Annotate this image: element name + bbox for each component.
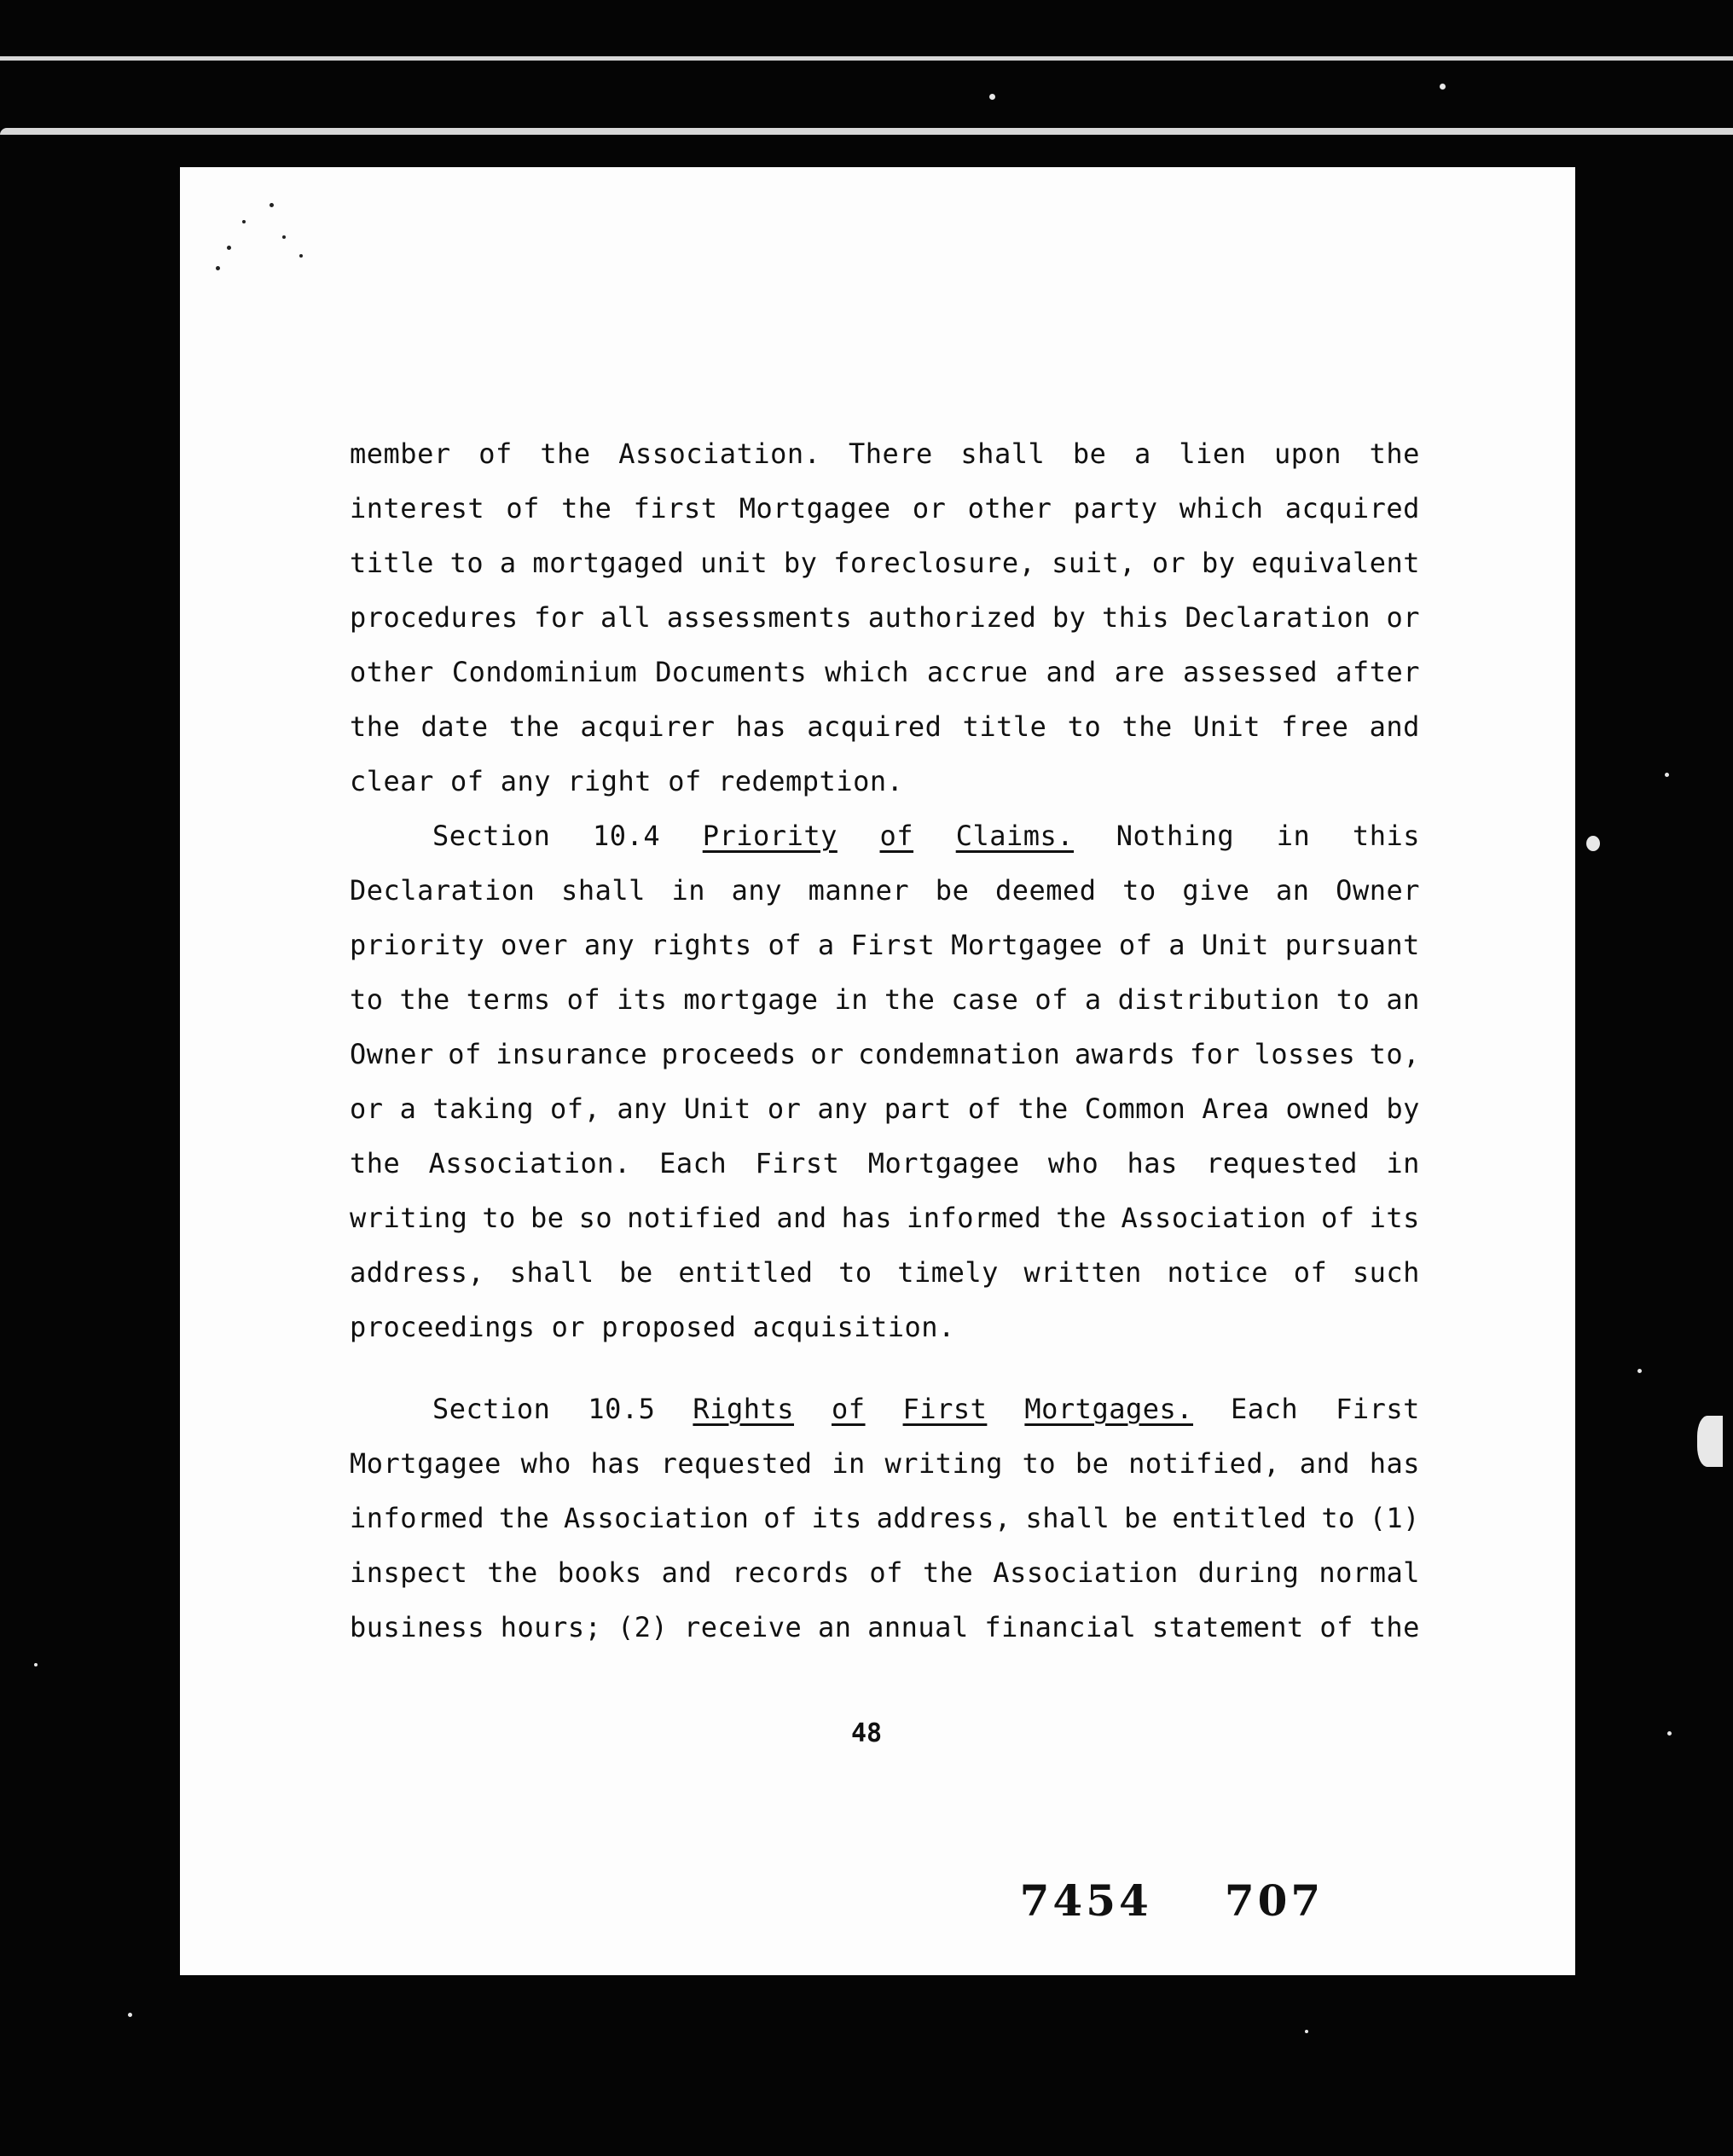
word: Each (1231, 1393, 1299, 1425)
word: of (763, 1502, 797, 1534)
word: to, (1369, 1038, 1420, 1070)
word: any (500, 765, 552, 797)
word: Common (1084, 1092, 1186, 1125)
text-line (350, 1491, 1420, 1545)
word: to (350, 983, 384, 1016)
word: by (783, 547, 818, 579)
text-line (350, 1191, 1420, 1245)
word: and (661, 1556, 712, 1589)
word: of (869, 1556, 903, 1589)
word: who (1047, 1147, 1099, 1179)
word: this (1352, 820, 1420, 852)
word: notified (627, 1202, 762, 1234)
word: its (1369, 1202, 1420, 1234)
word: Unit (1192, 710, 1261, 743)
word: of (768, 929, 802, 961)
word: or (551, 1311, 586, 1343)
word: part (884, 1092, 952, 1125)
word: writing (350, 1202, 468, 1234)
document-body (350, 426, 1420, 1655)
word: be (1124, 1502, 1158, 1534)
word: address, (350, 1256, 485, 1289)
word: Area (1202, 1092, 1270, 1125)
word: in (671, 874, 706, 907)
section-heading-line (350, 1382, 1420, 1436)
text-line (350, 699, 1420, 754)
word: be (619, 1256, 653, 1289)
word: are (1114, 656, 1166, 688)
word: over (500, 929, 569, 961)
scan-speck (270, 203, 274, 207)
text-line (350, 1136, 1420, 1191)
word: receive (683, 1611, 803, 1643)
word: by (1202, 547, 1236, 579)
word: Mortgages. (1024, 1393, 1194, 1425)
word: awards (1074, 1038, 1176, 1070)
word: rights (651, 929, 752, 961)
word: a (1084, 983, 1102, 1016)
word: acquired (1284, 492, 1420, 525)
word: business (350, 1611, 485, 1643)
word: the (540, 438, 591, 470)
stamp-book-number: 7454 (1019, 1875, 1152, 1926)
scan-speck (227, 246, 231, 250)
word: 10.4 (593, 820, 661, 852)
word: (1) (1369, 1502, 1420, 1534)
page-number: 48 (850, 1718, 883, 1748)
word: written (1023, 1256, 1142, 1289)
word: requested (1206, 1147, 1359, 1179)
text-line (350, 590, 1420, 645)
word: all (600, 601, 652, 634)
word: the (508, 710, 560, 743)
word: of (1035, 983, 1069, 1016)
scan-speck (1586, 836, 1600, 851)
word: acquired (807, 710, 942, 743)
word: to (1336, 983, 1371, 1016)
word: timely (897, 1256, 999, 1289)
scan-speck (282, 235, 286, 239)
word: Each (659, 1147, 727, 1179)
word: of (1320, 1202, 1355, 1234)
word: or (810, 1038, 844, 1070)
word: and (776, 1202, 827, 1234)
word: this (1101, 601, 1170, 634)
word: to (1022, 1447, 1057, 1480)
word: the (1056, 1202, 1107, 1234)
word: informed (907, 1202, 1042, 1234)
word: Section (432, 820, 551, 852)
scanner-top-rule (0, 56, 1733, 61)
word: losses (1254, 1038, 1356, 1070)
text-line (350, 1436, 1420, 1491)
word: the (1122, 710, 1173, 743)
scan-speck (1665, 773, 1669, 777)
word: in (834, 983, 869, 1016)
word: be (1072, 438, 1107, 470)
word: Condominium (451, 656, 638, 688)
word: Owner (1336, 874, 1420, 907)
text-line (350, 1027, 1420, 1081)
word: shall (960, 438, 1046, 470)
scanner-second-rule (0, 128, 1733, 135)
word: other (967, 492, 1052, 525)
word: Association. (428, 1147, 631, 1179)
scan-speck (299, 254, 303, 258)
text-line (350, 645, 1420, 699)
word: financial (984, 1611, 1137, 1643)
word: suit, (1052, 547, 1136, 579)
word: Documents (655, 656, 808, 688)
word: Nothing (1116, 820, 1235, 852)
word: of (1293, 1256, 1328, 1289)
word: free (1281, 710, 1349, 743)
text-line (350, 1300, 1420, 1354)
word: of, (550, 1092, 601, 1125)
word: by (1386, 1092, 1420, 1125)
word: or (767, 1092, 802, 1125)
word: normal (1319, 1556, 1420, 1589)
word: has (590, 1447, 641, 1480)
word: has (1369, 1447, 1420, 1480)
word: has (841, 1202, 892, 1234)
word: 10.5 (588, 1393, 656, 1425)
word: the (922, 1556, 974, 1589)
scan-speck (242, 220, 246, 223)
word: its (617, 983, 668, 1016)
word: Rights (693, 1393, 795, 1425)
word: notice (1167, 1256, 1269, 1289)
word: the (561, 492, 612, 525)
word: annual (867, 1611, 969, 1643)
word: books (557, 1556, 642, 1589)
word: Claims. (955, 820, 1075, 852)
word: proceeds (661, 1038, 797, 1070)
word: inspect (350, 1556, 468, 1589)
word: other (350, 656, 434, 688)
word: lien (1179, 438, 1247, 470)
word: to (1122, 874, 1156, 907)
word: in (1276, 820, 1311, 852)
word: title (350, 547, 434, 579)
word: a (1168, 929, 1185, 961)
word: or (1386, 601, 1420, 634)
word: a (1133, 438, 1151, 470)
word: informed (350, 1502, 485, 1534)
word: accrue (926, 656, 1029, 688)
text-line (350, 918, 1420, 972)
scan-speck (1637, 1369, 1642, 1373)
word: Mortgagee (739, 492, 891, 525)
word: Association (563, 1502, 750, 1534)
word: who (520, 1447, 571, 1480)
scan-speck (216, 266, 220, 270)
word: in (1386, 1147, 1420, 1179)
text-line (350, 972, 1420, 1027)
word: First (902, 1393, 988, 1425)
word: First (755, 1147, 840, 1179)
section-heading-line (350, 808, 1420, 863)
word: shall (561, 874, 646, 907)
word: of (478, 438, 513, 470)
word: the (487, 1556, 538, 1589)
text-line (350, 481, 1420, 536)
word: during (1197, 1556, 1300, 1589)
word: Association (993, 1556, 1179, 1589)
word: or (912, 492, 947, 525)
word: has (1127, 1147, 1178, 1179)
word: insurance (496, 1038, 648, 1070)
word: of (448, 1038, 482, 1070)
word: pursuant (1284, 929, 1420, 961)
word: Priority (702, 820, 838, 852)
word: a (499, 547, 517, 579)
word: an (1276, 874, 1310, 907)
word: manner (808, 874, 910, 907)
word: Association (1121, 1202, 1307, 1234)
word: Declaration (1185, 601, 1371, 634)
word: Mortgagee (951, 929, 1103, 961)
word: the (399, 983, 450, 1016)
word: Section (432, 1393, 551, 1425)
word: be (530, 1202, 565, 1234)
word: Declaration (350, 874, 536, 907)
word: so (578, 1202, 613, 1234)
word: shall (509, 1256, 594, 1289)
scan-speck (1305, 2030, 1308, 2033)
word: an (1386, 983, 1420, 1016)
text-line (350, 1600, 1420, 1655)
word: deemed (994, 874, 1097, 907)
word: in (832, 1447, 866, 1480)
word: any (731, 874, 782, 907)
recording-stamp (947, 1825, 1324, 1976)
word: acquisition. (752, 1311, 955, 1343)
text-line (350, 1245, 1420, 1300)
word: interest (350, 492, 485, 525)
word: of (832, 1393, 866, 1425)
word: address, (876, 1502, 1011, 1534)
word: owned (1285, 1092, 1371, 1125)
word: to (1067, 710, 1102, 743)
word: which (825, 656, 909, 688)
word: any (817, 1092, 868, 1125)
word: the (884, 983, 936, 1016)
word: upon (1273, 438, 1342, 470)
word: any (583, 929, 635, 961)
text-line (350, 536, 1420, 590)
word: of (506, 492, 540, 525)
stamp-page-number: 707 (1224, 1875, 1324, 1926)
text-line (350, 1081, 1420, 1136)
word: any (617, 1092, 668, 1125)
text-line (350, 754, 1420, 808)
word: Mortgagee (350, 1447, 501, 1480)
scan-speck (34, 1663, 38, 1666)
word: unit (700, 547, 768, 579)
word: assessed (1183, 656, 1319, 688)
word: the (350, 1147, 401, 1179)
word: First (850, 929, 936, 961)
scan-speck (989, 94, 995, 100)
word: (2) (617, 1611, 669, 1643)
word: date (420, 710, 489, 743)
word: and (1299, 1447, 1350, 1480)
word: party (1073, 492, 1158, 525)
word: proposed (601, 1311, 737, 1343)
word: proceedings (350, 1311, 536, 1343)
word: the (1369, 1611, 1420, 1643)
text-line (350, 863, 1420, 918)
word: to (449, 547, 484, 579)
word: Owner (350, 1038, 434, 1070)
word: priority (350, 929, 485, 961)
word: redemption. (717, 765, 904, 797)
word: right (567, 765, 652, 797)
word: to (482, 1202, 516, 1234)
word: and (1046, 656, 1097, 688)
word: distribution (1117, 983, 1320, 1016)
word: First (1336, 1393, 1420, 1425)
word: Unit (683, 1092, 751, 1125)
word: Association. (618, 438, 821, 470)
word: assessments (666, 601, 853, 634)
word: its (811, 1502, 862, 1534)
word: the (1017, 1092, 1069, 1125)
word: of (1118, 929, 1153, 961)
word: a (399, 1092, 417, 1125)
scan-speck (1440, 84, 1446, 90)
word: a (817, 929, 835, 961)
word: to (1321, 1502, 1355, 1534)
word: after (1336, 656, 1420, 688)
word: taking (432, 1092, 534, 1125)
word: foreclosure, (833, 547, 1036, 579)
word: the (498, 1502, 550, 1534)
word: condemnation (858, 1038, 1061, 1070)
word: has (735, 710, 787, 743)
word: statement (1151, 1611, 1304, 1643)
word: case (951, 983, 1019, 1016)
word: an (817, 1611, 852, 1643)
word: such (1352, 1256, 1420, 1289)
word: mortgage (683, 983, 819, 1016)
word: and (1369, 710, 1420, 743)
word: mortgaged (532, 547, 685, 579)
text-line (350, 426, 1420, 481)
word: shall (1025, 1502, 1110, 1534)
word: of (450, 765, 484, 797)
word: records (731, 1556, 850, 1589)
word: terms (466, 983, 551, 1016)
word: equivalent (1251, 547, 1420, 579)
word: for (534, 601, 585, 634)
word: acquirer (580, 710, 716, 743)
word: There (848, 438, 933, 470)
word: procedures (350, 601, 519, 634)
word: by (1052, 601, 1087, 634)
word: member (350, 438, 451, 470)
word: clear (350, 765, 434, 797)
word: first (633, 492, 718, 525)
word: Unit (1201, 929, 1269, 961)
word: give (1182, 874, 1250, 907)
word: for (1189, 1038, 1241, 1070)
word: of (967, 1092, 1002, 1125)
word: entitled (1172, 1502, 1307, 1534)
word: notified, (1128, 1447, 1280, 1480)
word: requested (660, 1447, 813, 1480)
word: Mortgagee (867, 1147, 1020, 1179)
word: which (1179, 492, 1264, 525)
word: entitled (678, 1256, 814, 1289)
word: of (879, 820, 914, 852)
word: of (566, 983, 601, 1016)
word: the (350, 710, 401, 743)
word: be (935, 874, 970, 907)
word: the (1369, 438, 1420, 470)
word: of (668, 765, 702, 797)
word: or (350, 1092, 384, 1125)
word: authorized (867, 601, 1037, 634)
word: writing (884, 1447, 1003, 1480)
word: title (962, 710, 1047, 743)
paragraph-gap (350, 1354, 1420, 1382)
word: or (1151, 547, 1186, 579)
word: of (1319, 1611, 1353, 1643)
scan-speck (1697, 1416, 1723, 1467)
text-line (350, 1545, 1420, 1600)
word: be (1075, 1447, 1110, 1480)
scan-speck (128, 2013, 132, 2017)
word: hours; (500, 1611, 602, 1643)
word: to (838, 1256, 872, 1289)
